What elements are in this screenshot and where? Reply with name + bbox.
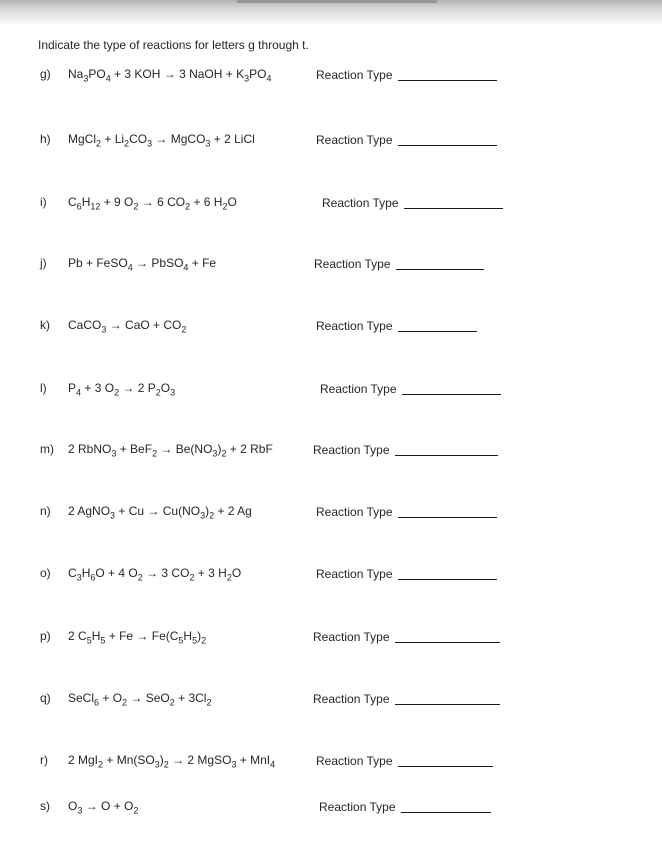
chemical-equation: 2 AgNO$_3$ + $Cu \to Cu(NO_3)_2 + 2$ Ag <box>68 504 252 521</box>
answer-blank <box>395 444 498 456</box>
answer-blank <box>395 693 500 705</box>
reaction-row <box>0 566 662 582</box>
reaction-type-label: Reaction Type <box>316 68 393 82</box>
reaction-row <box>0 67 662 83</box>
item-letter: l) <box>40 381 47 395</box>
item-letter: p) <box>40 629 51 643</box>
item-letter: j) <box>40 256 47 270</box>
answer-blank <box>398 568 497 580</box>
reaction-type-group <box>316 132 497 147</box>
reaction-type-label: Reaction Type <box>316 319 393 333</box>
reaction-type-label: Reaction Type <box>313 692 390 706</box>
reaction-row <box>0 195 662 211</box>
chemical-equation: $C_6H_{12} + 9$ $O_2 \to 6$ $CO_2 + 6$ $H_2O$ <box>68 195 237 212</box>
answer-blank <box>402 383 501 395</box>
reaction-type-group <box>313 442 498 457</box>
chemical-equation: 2 $MgI_2 + Mn(SO_3)_2 \to 2$ MgSO$_3$ + MnI$_4$ <box>68 753 276 770</box>
chemical-equation: $Na_3PO_4 + 3$ KOH → 3 NaOH + $K_3PO_4$ <box>68 67 272 84</box>
answer-blank <box>398 320 477 332</box>
reaction-type-label: Reaction Type <box>316 754 393 768</box>
reaction-type-group <box>313 629 500 644</box>
page-top-shadow <box>0 0 662 26</box>
item-letter: n) <box>40 504 51 518</box>
reaction-type-group <box>314 256 484 271</box>
previous-page-edge-line <box>237 0 437 3</box>
chemical-equation: $O_3 \to O + O_2$ <box>68 799 139 816</box>
reaction-type-group <box>320 381 501 396</box>
reaction-type-label: Reaction Type <box>319 800 396 814</box>
reaction-row <box>0 753 662 769</box>
answer-blank <box>401 801 491 813</box>
item-letter: h) <box>40 132 51 146</box>
item-letter: q) <box>40 691 51 705</box>
chemical-equation: 2 $C_5H_5 + Fe \to Fe(C_5H_5)_2$ <box>68 629 207 646</box>
reaction-type-label: Reaction Type <box>314 257 391 271</box>
reaction-row <box>0 629 662 645</box>
reaction-row <box>0 691 662 707</box>
answer-blank <box>398 755 493 767</box>
answer-blank <box>398 69 497 81</box>
reaction-type-label: Reaction Type <box>320 382 397 396</box>
reaction-type-group <box>313 691 500 706</box>
item-letter: k) <box>40 318 50 332</box>
reaction-row <box>0 318 662 334</box>
reaction-type-label: Reaction Type <box>316 505 393 519</box>
chemical-equation: $C_3H_6O + 4$ $O_2 \to 3$ $CO_2 + 3$ $H_2O$ <box>68 566 242 583</box>
reaction-type-group <box>319 799 491 814</box>
reaction-type-label: Reaction Type <box>316 133 393 147</box>
chemical-equation: Pb + FeSO$_4$ → PbSO$_4$ + Fe <box>68 256 217 273</box>
chemical-equation: $P_4 + 3$ $O_2 \to 2$ $P_2O_3$ <box>68 381 176 398</box>
answer-blank <box>398 134 497 146</box>
reaction-type-label: Reaction Type <box>313 443 390 457</box>
item-letter: g) <box>40 67 51 81</box>
reaction-type-group <box>316 318 477 333</box>
answer-blank <box>398 506 497 518</box>
reaction-row <box>0 381 662 397</box>
reaction-type-label: Reaction Type <box>313 630 390 644</box>
answer-blank <box>404 197 503 209</box>
reaction-row <box>0 442 662 458</box>
reaction-type-group <box>316 504 497 519</box>
item-letter: r) <box>40 753 48 767</box>
reaction-row <box>0 799 662 815</box>
answer-blank <box>396 258 484 270</box>
chemical-equation: MgCl$_2$ + $Li_2CO_3$ → MgCO$_3$ + 2 LiCl <box>68 132 255 149</box>
instructions-text: Indicate the type of reactions for letters g through t. <box>38 38 309 52</box>
chemical-equation: SeCl$_6$ + $O_2 \to SeO_2 + 3Cl_2$ <box>68 691 212 708</box>
reaction-type-group <box>316 753 493 768</box>
reaction-type-label: Reaction Type <box>322 196 399 210</box>
item-letter: i) <box>40 195 47 209</box>
chemical-equation: CaCO$_3$ → CaO + $CO_2$ <box>68 318 187 335</box>
reaction-type-group <box>322 195 503 210</box>
answer-blank <box>395 631 500 643</box>
reaction-type-group <box>316 566 497 581</box>
reaction-row <box>0 256 662 272</box>
reaction-row <box>0 132 662 148</box>
reaction-type-label: Reaction Type <box>316 567 393 581</box>
item-letter: s) <box>40 799 50 813</box>
reaction-row <box>0 504 662 520</box>
item-letter: o) <box>40 566 51 580</box>
item-letter: m) <box>40 442 54 456</box>
chemical-equation: 2 RbNO$_3$ + $BeF_2 \to Be(NO_3)_2 + 2$ RbF <box>68 442 273 459</box>
reaction-type-group <box>316 67 497 82</box>
